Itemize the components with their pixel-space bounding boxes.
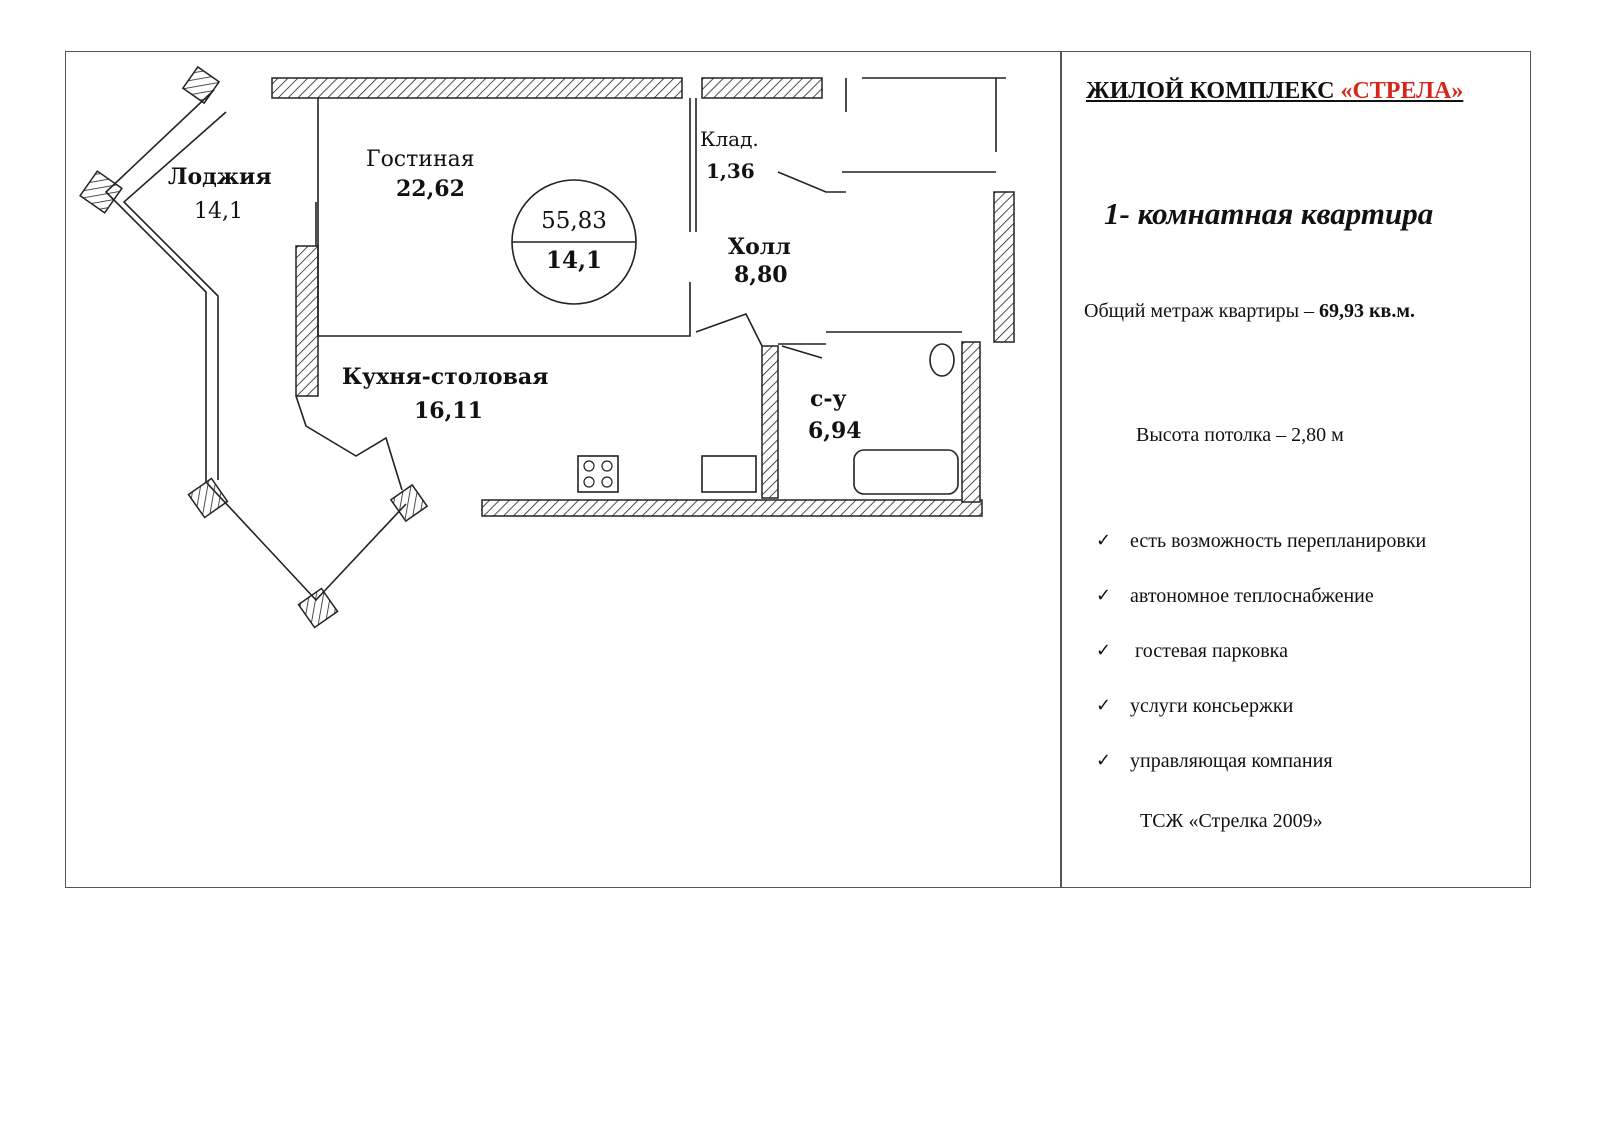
room-area-bathroom: 6,94 [808, 418, 862, 444]
checkmark-icon: ✓ [1096, 585, 1112, 606]
complex-title-name: «СТРЕЛА» [1340, 78, 1464, 104]
wall-bath [762, 346, 778, 498]
room-area-hall: 8,80 [734, 262, 788, 288]
feature-text: гостевая парковка [1130, 640, 1288, 662]
feature-item [1096, 750, 1426, 805]
pillar [391, 485, 427, 521]
feature-text: услуги консьержки [1130, 695, 1294, 717]
checkmark-icon: ✓ [1096, 530, 1112, 551]
toilet-icon [930, 344, 954, 376]
summary-loggia-area: 14,1 [545, 247, 603, 274]
feature-item [1096, 530, 1426, 585]
pillar [80, 171, 122, 213]
complex-title [1086, 78, 1463, 105]
living-room-outline [318, 98, 690, 336]
checkmark-icon: ✓ [1096, 750, 1112, 771]
total-area-value: 69,93 кв.м. [1319, 300, 1415, 322]
storage-door [778, 172, 846, 192]
room-area-kitchen: 16,11 [414, 398, 483, 424]
room-name-hall: Холл [728, 234, 791, 260]
room-area-loggia: 14,1 [194, 199, 243, 224]
pillar [299, 589, 338, 628]
wall-left [296, 246, 318, 396]
room-name-loggia: Лоджия [168, 164, 272, 190]
bathtub-icon [854, 450, 958, 494]
summary-living-area: 55,83 [541, 208, 607, 234]
hall-door [696, 314, 762, 346]
stove-icon [578, 456, 618, 492]
features-list [1096, 530, 1426, 805]
floor-plan-drawing [66, 52, 1060, 887]
sink-icon [702, 456, 756, 492]
wall-bottom [482, 500, 982, 516]
feature-text: есть возможность перепланировки [1130, 530, 1427, 552]
feature-item [1096, 640, 1426, 695]
bath-door [782, 346, 822, 358]
complex-title-prefix: ЖИЛОЙ КОМПЛЕКС [1086, 78, 1341, 104]
wall-top [272, 78, 682, 98]
room-name-storage: Клад. [700, 127, 759, 151]
kitchen-wall [296, 396, 402, 490]
pillar [183, 67, 219, 103]
ceiling-height: Высота потолка – 2,80 м [1136, 424, 1344, 446]
total-area-label: Общий метраж квартиры – [1084, 300, 1320, 322]
room-area-living: 22,62 [396, 176, 465, 202]
room-area-storage: 1,36 [706, 159, 755, 183]
floor-plan [66, 52, 1060, 887]
checkmark-icon: ✓ [1096, 695, 1112, 716]
total-area [1084, 300, 1415, 323]
wall-right [962, 342, 980, 502]
wall-right-outer [994, 192, 1014, 342]
wall-top-right [702, 78, 822, 98]
feature-text: автономное теплоснабжение [1130, 585, 1374, 607]
room-name-bathroom: с-у [810, 386, 847, 412]
management-company: ТСЖ «Стрелка 2009» [1140, 810, 1323, 832]
feature-text: управляющая компания [1130, 750, 1333, 772]
checkmark-icon: ✓ [1096, 640, 1112, 661]
room-name-living: Гостиная [366, 147, 475, 172]
feature-item [1096, 695, 1426, 750]
room-name-kitchen: Кухня-столовая [342, 364, 549, 390]
info-panel [1062, 52, 1530, 886]
feature-item [1096, 585, 1426, 640]
apartment-type: 1- комнатная квартира [1104, 196, 1434, 231]
